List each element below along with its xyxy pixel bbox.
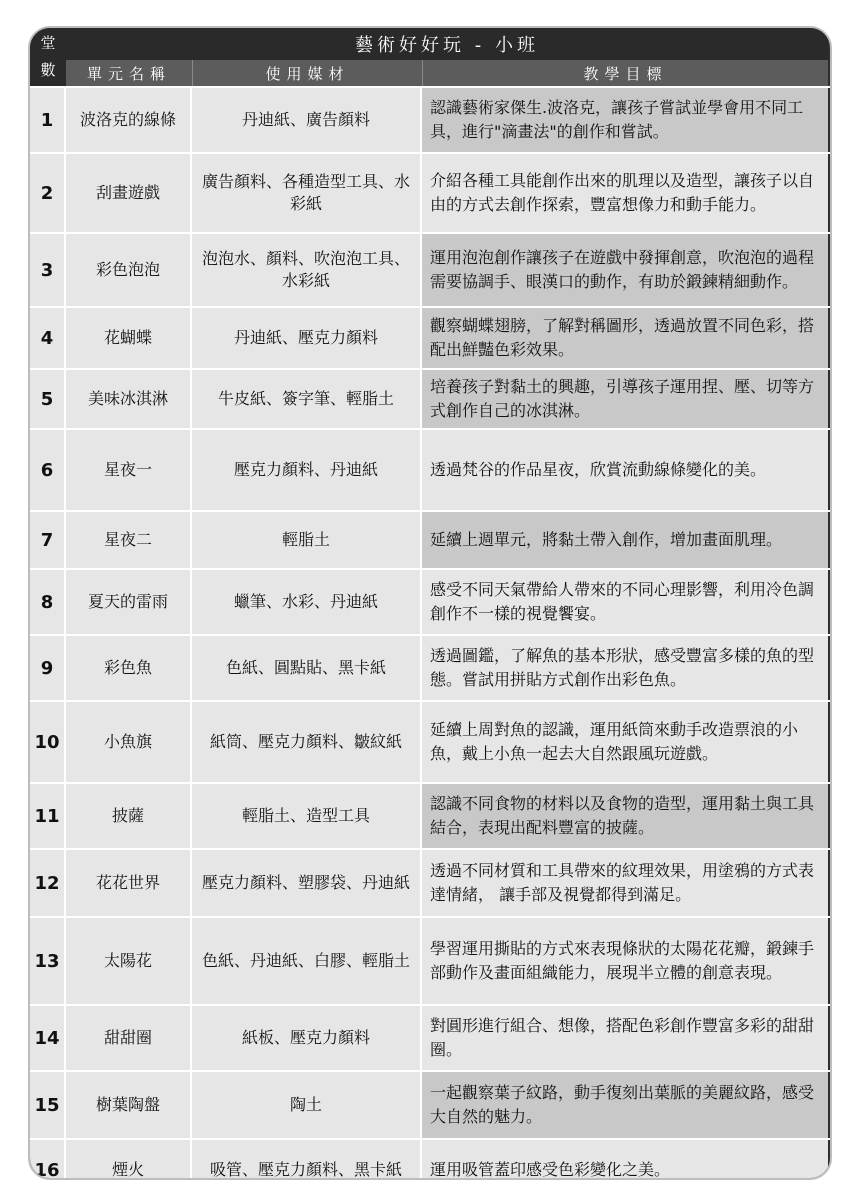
goal-cell: 運用泡泡創作讓孩子在遊戲中發揮創意，吹泡泡的過程需要協調手、眼漢口的動作，有助於鍛鍊精細動作。 (422, 234, 828, 306)
table-row (30, 916, 830, 1004)
session-number: 4 (30, 308, 66, 368)
table-row (30, 306, 830, 368)
session-number: 5 (30, 370, 66, 428)
table-body (30, 86, 830, 1180)
session-number: 9 (30, 636, 66, 700)
session-number: 1 (30, 88, 66, 152)
table-row (30, 368, 830, 428)
goal-cell: 感受不同天氣帶給人帶來的不同心理影響，利用冷色調創作不一樣的視覺饗宴。 (422, 570, 828, 634)
unit-name: 星夜一 (66, 430, 192, 510)
goal-cell: 透過梵谷的作品星夜，欣賞流動線條變化的美。 (422, 430, 828, 510)
table-row (30, 700, 830, 782)
material-cell: 紙板、壓克力顏料 (192, 1006, 422, 1070)
material-cell: 輕脂土、造型工具 (192, 784, 422, 848)
table-row (30, 152, 830, 232)
goal-cell: 觀察蝴蝶翅膀，了解對稱圖形，透過放置不同色彩，搭配出鮮豔色彩效果。 (422, 308, 828, 368)
session-number: 14 (30, 1006, 66, 1070)
table-row (30, 86, 830, 152)
table-row (30, 782, 830, 848)
unit-name: 煙火 (66, 1140, 192, 1180)
unit-name: 波洛克的線條 (66, 88, 192, 152)
curriculum-table (28, 26, 832, 1180)
unit-name: 小魚旗 (66, 702, 192, 782)
session-number: 2 (30, 154, 66, 232)
material-cell: 壓克力顏料、丹迪紙 (192, 430, 422, 510)
unit-name: 樹葉陶盤 (66, 1072, 192, 1138)
material-cell: 丹迪紙、壓克力顏料 (192, 308, 422, 368)
page-title: 藝術好好玩 - 小班 (66, 28, 828, 60)
session-number: 15 (30, 1072, 66, 1138)
table-header (30, 28, 830, 86)
goal-cell: 透過圖鑑，了解魚的基本形狀，感受豐富多樣的魚的型態。嘗試用拼貼方式創作出彩色魚。 (422, 636, 828, 700)
table-row (30, 428, 830, 510)
material-cell: 牛皮紙、簽字筆、輕脂土 (192, 370, 422, 428)
material-cell: 色紙、圓點貼、黑卡紙 (192, 636, 422, 700)
table-row (30, 568, 830, 634)
session-number: 3 (30, 234, 66, 306)
material-cell: 泡泡水、顏料、吹泡泡工具、水彩紙 (192, 234, 422, 306)
session-number: 6 (30, 430, 66, 510)
goal-cell: 透過不同材質和工具帶來的紋理效果，用塗鴉的方式表達情緒， 讓手部及視覺都得到滿足。 (422, 850, 828, 916)
column-header-material: 使用媒材 (192, 60, 422, 86)
material-cell: 色紙、丹迪紙、白膠、輕脂土 (192, 918, 422, 1004)
unit-name: 披薩 (66, 784, 192, 848)
goal-cell: 培養孩子對黏土的興趣，引導孩子運用捏、壓、切等方式創作自己的冰淇淋。 (422, 370, 828, 428)
session-number: 7 (30, 512, 66, 568)
corner-bottom-label: 數 (40, 61, 56, 79)
material-cell: 丹迪紙、廣告顏料 (192, 88, 422, 152)
unit-name: 美味冰淇淋 (66, 370, 192, 428)
goal-cell: 認識不同食物的材料以及食物的造型，運用黏土與工具結合，表現出配料豐富的披薩。 (422, 784, 828, 848)
column-header-goal: 教學目標 (422, 60, 828, 86)
session-number: 10 (30, 702, 66, 782)
table-row (30, 634, 830, 700)
goal-cell: 對圓形進行組合、想像，搭配色彩創作豐富多彩的甜甜圈。 (422, 1006, 828, 1070)
table-row (30, 1070, 830, 1138)
column-header-unit: 單元名稱 (86, 64, 171, 83)
material-cell: 吸管、壓克力顏料、黑卡紙 (192, 1140, 422, 1180)
material-cell: 陶土 (192, 1072, 422, 1138)
unit-name: 夏天的雷雨 (66, 570, 192, 634)
session-number: 8 (30, 570, 66, 634)
session-number: 13 (30, 918, 66, 1004)
material-cell: 紙筒、壓克力顏料、皺紋紙 (192, 702, 422, 782)
corner-top-label: 堂 (40, 34, 56, 52)
table-row (30, 1004, 830, 1070)
session-number: 12 (30, 850, 66, 916)
table-row (30, 848, 830, 916)
unit-name: 星夜二 (66, 512, 192, 568)
session-count-header (30, 28, 66, 86)
unit-name: 花花世界 (66, 850, 192, 916)
goal-cell: 認識藝術家傑生.波洛克，讓孩子嘗試並學會用不同工具，進行"滴畫法"的創作和嘗試。 (422, 88, 828, 152)
unit-name: 彩色魚 (66, 636, 192, 700)
table-row (30, 1138, 830, 1180)
goal-cell: 學習運用撕貼的方式來表現條狀的太陽花花瓣，鍛鍊手部動作及畫面組織能力，展現半立體的創意表現。 (422, 918, 828, 1004)
unit-name: 花蝴蝶 (66, 308, 192, 368)
unit-name: 彩色泡泡 (66, 234, 192, 306)
session-number: 16 (30, 1140, 66, 1180)
goal-cell: 延續上周對魚的認識，運用紙筒來動手改造票浪的小魚，戴上小魚一起去大自然跟風玩遊戲。 (422, 702, 828, 782)
goal-cell: 運用吸管蓋印感受色彩變化之美。 (422, 1140, 828, 1180)
material-cell: 輕脂土 (192, 512, 422, 568)
unit-name: 甜甜圈 (66, 1006, 192, 1070)
unit-name: 刮畫遊戲 (66, 154, 192, 232)
goal-cell: 介紹各種工具能創作出來的肌理以及造型，讓孩子以自由的方式去創作探索，豐富想像力和動手能力。 (422, 154, 828, 232)
unit-name: 太陽花 (66, 918, 192, 1004)
material-cell: 蠟筆、水彩、丹迪紙 (192, 570, 422, 634)
material-cell: 壓克力顏料、塑膠袋、丹迪紙 (192, 850, 422, 916)
table-row (30, 510, 830, 568)
goal-cell: 延續上週單元，將黏土帶入創作，增加畫面肌理。 (422, 512, 828, 568)
table-row (30, 232, 830, 306)
session-number: 11 (30, 784, 66, 848)
goal-cell: 一起觀察葉子紋路，動手復刻出葉脈的美麗紋路，感受大自然的魅力。 (422, 1072, 828, 1138)
material-cell: 廣告顏料、各種造型工具、水彩紙 (192, 154, 422, 232)
